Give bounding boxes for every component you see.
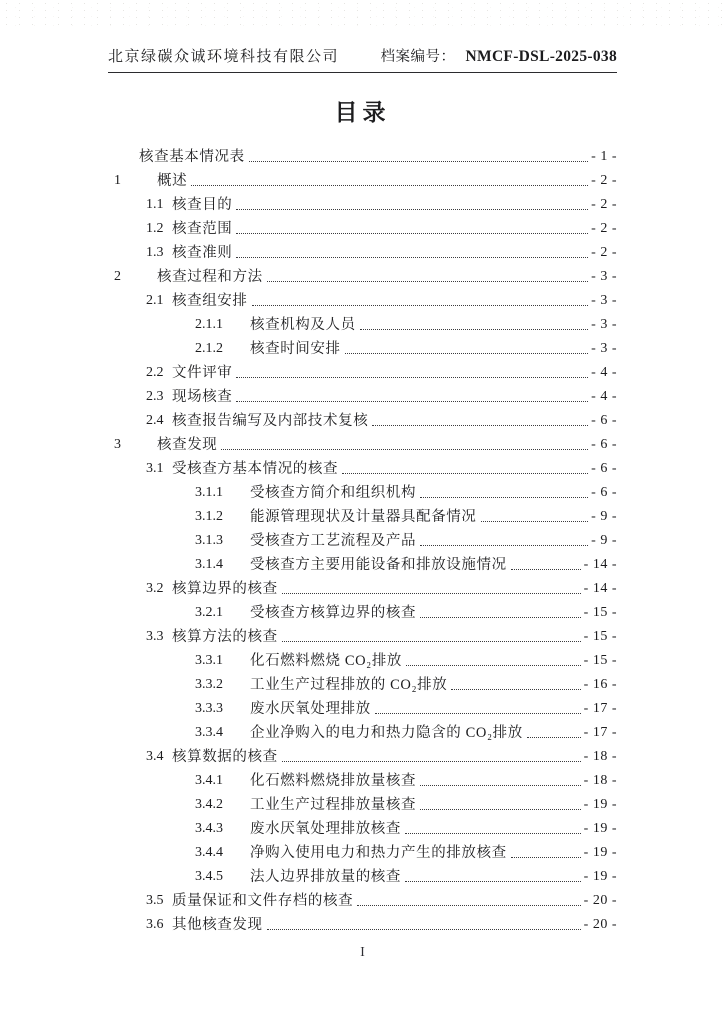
archive-number-group	[381, 45, 617, 66]
toc-entry	[108, 527, 617, 551]
toc-entry-title: 概述	[157, 172, 188, 189]
toc-entry-page: - 20 -	[583, 917, 617, 932]
toc-leader-dots	[420, 497, 588, 498]
toc-list	[108, 143, 617, 935]
toc-entry-page: - 19 -	[583, 869, 617, 884]
toc-leader-dots	[236, 377, 588, 378]
toc-entry-page: - 4 -	[591, 389, 617, 404]
toc-leader-dots	[420, 545, 588, 546]
toc-entry-title: 受核查方主要用能设备和排放设施情况	[250, 556, 507, 573]
toc-entry-title: 工业生产过程排放的 CO₂排放	[250, 676, 448, 693]
toc-entry-page: - 2 -	[591, 221, 617, 236]
toc-entry-number: 3.1.3	[195, 533, 223, 548]
toc-leader-dots	[372, 425, 588, 426]
toc-entry-page: - 3 -	[591, 341, 617, 356]
toc-leader-dots	[236, 257, 588, 258]
toc-entry-title: 现场核查	[172, 388, 233, 405]
toc-entry	[108, 359, 617, 383]
toc-leader-dots	[252, 305, 589, 306]
toc-entry-number: 1.1	[146, 197, 164, 212]
toc-entry-number: 3.2.1	[195, 605, 223, 620]
toc-entry-number: 3.4.1	[195, 773, 223, 788]
toc-entry-page: - 6 -	[591, 485, 617, 500]
toc-entry	[108, 143, 617, 167]
toc-entry	[108, 503, 617, 527]
toc-entry-page: - 15 -	[583, 605, 617, 620]
toc-entry-page: - 18 -	[583, 749, 617, 764]
toc-entry	[108, 863, 617, 887]
toc-entry-page: - 15 -	[583, 629, 617, 644]
toc-entry-title: 企业净购入的电力和热力隐含的 CO₂排放	[250, 724, 523, 741]
toc-entry-page: - 18 -	[583, 773, 617, 788]
toc-entry	[108, 575, 617, 599]
toc-entry-number: 1.3	[146, 245, 164, 260]
toc-entry-number: 3.3	[146, 629, 164, 644]
toc-entry-page: - 9 -	[591, 509, 617, 524]
toc-entry	[108, 455, 617, 479]
toc-entry-number: 3.4.2	[195, 797, 223, 812]
toc-entry-number: 3.4.5	[195, 869, 223, 884]
toc-entry-number: 3.4	[146, 749, 164, 764]
toc-leader-dots	[420, 617, 581, 618]
toc-entry-page: - 15 -	[583, 653, 617, 668]
toc-entry-number: 2.3	[146, 389, 164, 404]
toc-entry-title: 核查发现	[157, 436, 218, 453]
toc-entry	[108, 167, 617, 191]
toc-entry-page: - 9 -	[591, 533, 617, 548]
toc-entry	[108, 911, 617, 935]
toc-leader-dots	[420, 785, 581, 786]
toc-entry	[108, 407, 617, 431]
toc-leader-dots	[345, 353, 589, 354]
toc-entry	[108, 551, 617, 575]
toc-entry-number: 3.3.3	[195, 701, 223, 716]
toc-entry-page: - 2 -	[591, 245, 617, 260]
toc-entry	[108, 671, 617, 695]
page-content	[108, 0, 617, 935]
footer-page-number: I	[360, 944, 365, 959]
toc-entry-title: 受核查方简介和组织机构	[250, 484, 417, 501]
toc-leader-dots	[282, 641, 581, 642]
toc-entry	[108, 431, 617, 455]
toc-entry-title: 核算数据的核查	[172, 748, 278, 765]
toc-entry-number: 1	[114, 173, 121, 188]
toc-leader-dots	[221, 449, 588, 450]
toc-entry	[108, 311, 617, 335]
toc-entry-page: - 6 -	[591, 413, 617, 428]
toc-entry-number: 3	[114, 437, 121, 452]
toc-entry-page: - 6 -	[591, 437, 617, 452]
toc-entry-title: 受核查方工艺流程及产品	[250, 532, 417, 549]
toc-entry-number: 2	[114, 269, 121, 284]
toc-entry-page: - 19 -	[583, 797, 617, 812]
toc-entry-number: 2.4	[146, 413, 164, 428]
toc-leader-dots	[342, 473, 588, 474]
toc-entry-title: 核查过程和方法	[157, 268, 263, 285]
toc-entry-page: - 1 -	[591, 149, 617, 164]
toc-leader-dots	[511, 857, 581, 858]
toc-entry-page: - 4 -	[591, 365, 617, 380]
toc-entry	[108, 695, 617, 719]
toc-leader-dots	[282, 761, 581, 762]
toc-leader-dots	[249, 161, 588, 162]
toc-entry	[108, 887, 617, 911]
toc-entry-title: 核查时间安排	[250, 340, 341, 357]
toc-entry	[108, 791, 617, 815]
toc-leader-dots	[527, 737, 581, 738]
toc-entry-number: 3.6	[146, 917, 164, 932]
toc-entry	[108, 647, 617, 671]
toc-entry-title: 核查组安排	[172, 292, 248, 309]
toc-entry-title: 其他核查发现	[172, 916, 263, 933]
toc-entry-number: 3.4.4	[195, 845, 223, 860]
toc-entry	[108, 479, 617, 503]
toc-entry-title: 核查基本情况表	[139, 148, 245, 165]
toc-entry	[108, 839, 617, 863]
toc-leader-dots	[236, 209, 588, 210]
toc-entry-title: 受核查方核算边界的核查	[250, 604, 417, 621]
archive-number-value: NMCF-DSL-2025-038	[465, 48, 617, 65]
toc-entry	[108, 623, 617, 647]
toc-entry-title: 核查准则	[172, 244, 233, 261]
toc-leader-dots	[236, 233, 588, 234]
archive-number-label: 档案编号：	[380, 49, 456, 65]
toc-entry-title: 法人边界排放量的核查	[250, 868, 401, 885]
toc-entry-title: 废水厌氧处理排放	[250, 700, 371, 717]
toc-leader-dots	[360, 329, 588, 330]
toc-entry-number: 2.1.1	[195, 317, 223, 332]
toc-entry-number: 2.1	[146, 293, 164, 308]
toc-leader-dots	[406, 665, 581, 666]
toc-entry-number: 3.1.2	[195, 509, 223, 524]
toc-leader-dots	[375, 713, 581, 714]
toc-entry-number: 3.2	[146, 581, 164, 596]
toc-entry	[108, 239, 617, 263]
toc-entry-page: - 19 -	[583, 821, 617, 836]
toc-entry-title: 质量保证和文件存档的核查	[172, 892, 354, 909]
toc-entry	[108, 383, 617, 407]
toc-entry	[108, 719, 617, 743]
company-name: 北京绿碳众诚环境科技有限公司	[108, 49, 340, 65]
toc-entry-title: 核查报告编写及内部技术复核	[172, 412, 369, 429]
toc-leader-dots	[481, 521, 589, 522]
toc-leader-dots	[357, 905, 580, 906]
toc-entry-number: 2.2	[146, 365, 164, 380]
toc-entry	[108, 335, 617, 359]
toc-entry	[108, 263, 617, 287]
toc-entry-page: - 2 -	[591, 173, 617, 188]
toc-entry-number: 3.5	[146, 893, 164, 908]
toc-entry-page: - 3 -	[591, 317, 617, 332]
toc-entry-title: 能源管理现状及计量器具配备情况	[250, 508, 477, 525]
toc-leader-dots	[267, 281, 588, 282]
toc-entry-number: 2.1.2	[195, 341, 223, 356]
toc-entry-page: - 14 -	[583, 557, 617, 572]
toc-leader-dots	[267, 929, 581, 930]
toc-entry	[108, 191, 617, 215]
toc-entry-page: - 2 -	[591, 197, 617, 212]
toc-entry	[108, 815, 617, 839]
toc-entry	[108, 599, 617, 623]
toc-entry-title: 净购入使用电力和热力产生的排放核查	[250, 844, 507, 861]
toc-entry-title: 文件评审	[172, 364, 233, 381]
toc-leader-dots	[191, 185, 588, 186]
toc-entry	[108, 767, 617, 791]
toc-entry	[108, 215, 617, 239]
toc-entry-page: - 19 -	[583, 845, 617, 860]
toc-entry-page: - 3 -	[591, 269, 617, 284]
toc-entry	[108, 743, 617, 767]
toc-entry-page: - 3 -	[591, 293, 617, 308]
toc-entry-number: 3.4.3	[195, 821, 223, 836]
toc-entry-number: 1.2	[146, 221, 164, 236]
toc-entry-page: - 17 -	[583, 701, 617, 716]
toc-leader-dots	[236, 401, 588, 402]
toc-entry-number: 3.1.1	[195, 485, 223, 500]
toc-entry-page: - 16 -	[583, 677, 617, 692]
toc-entry-number: 3.3.1	[195, 653, 223, 668]
toc-entry-title: 核算边界的核查	[172, 580, 278, 597]
page-title: 目录	[334, 100, 391, 125]
toc-entry-page: - 17 -	[583, 725, 617, 740]
toc-entry-page: - 20 -	[583, 893, 617, 908]
toc-leader-dots	[511, 569, 581, 570]
toc-entry	[108, 287, 617, 311]
toc-entry-page: - 6 -	[591, 461, 617, 476]
toc-leader-dots	[405, 881, 581, 882]
toc-entry-title: 核查范围	[172, 220, 233, 237]
toc-leader-dots	[451, 689, 580, 690]
toc-entry-number: 3.1	[146, 461, 164, 476]
toc-entry-number: 3.3.2	[195, 677, 223, 692]
toc-entry-title: 核算方法的核查	[172, 628, 278, 645]
toc-entry-number: 3.1.4	[195, 557, 223, 572]
toc-entry-title: 废水厌氧处理排放核查	[250, 820, 401, 837]
toc-leader-dots	[420, 809, 581, 810]
toc-entry-title: 工业生产过程排放量核查	[250, 796, 417, 813]
toc-leader-dots	[282, 593, 581, 594]
toc-entry-title: 核查目的	[172, 196, 233, 213]
toc-entry-title: 化石燃料燃烧排放量核查	[250, 772, 417, 789]
toc-entry-title: 化石燃料燃烧 CO₂排放	[250, 652, 403, 669]
toc-entry-title: 受核查方基本情况的核查	[172, 460, 339, 477]
toc-entry-number: 3.3.4	[195, 725, 223, 740]
toc-entry-page: - 14 -	[583, 581, 617, 596]
toc-leader-dots	[405, 833, 581, 834]
page-header	[108, 45, 617, 73]
toc-entry-title: 核查机构及人员	[250, 316, 356, 333]
